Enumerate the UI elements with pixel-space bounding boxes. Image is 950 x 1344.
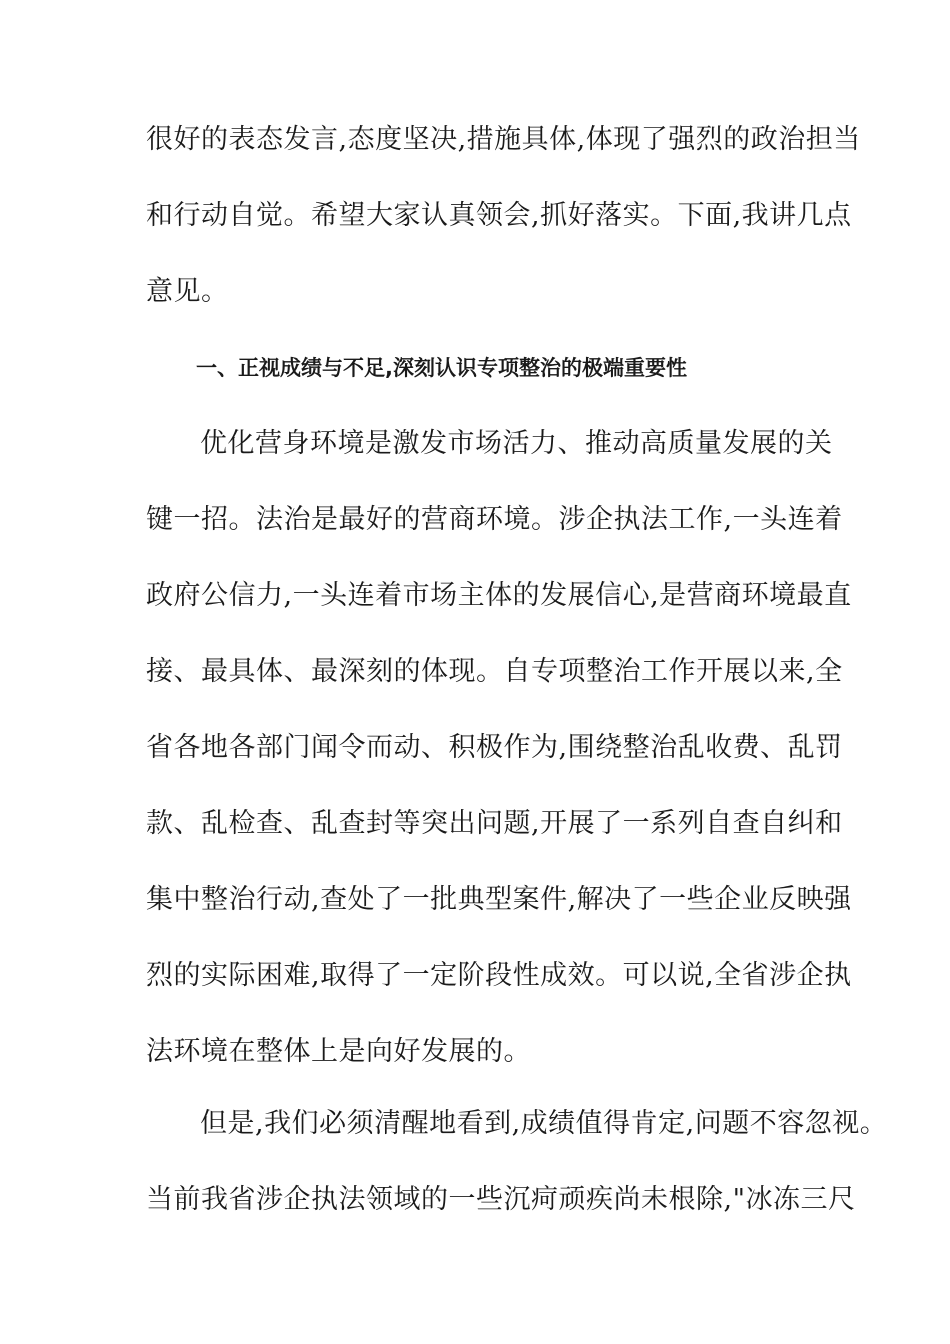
text-line: 政府公信力,一头连着市场主体的发展信心,是营商环境最直 bbox=[146, 580, 852, 611]
text-line: 很好的表态发言,态度坚决,措施具体,体现了强烈的政治担当 bbox=[146, 124, 861, 155]
text-line: 和行动自觉。希望大家认真领会,抓好落实。下面,我讲几点 bbox=[146, 200, 852, 231]
text-line: 法环境在整体上是向好发展的。 bbox=[146, 1036, 531, 1067]
section-heading: 一、正视成绩与不足,深刻认识专项整治的极端重要性 bbox=[196, 356, 687, 380]
text-line: 烈的实际困难,取得了一定阶段性成效。可以说,全省涉企执 bbox=[146, 960, 852, 991]
text-line: 键一招。法治是最好的营商环境。涉企执法工作,一头连着 bbox=[146, 504, 843, 535]
text-line: 省各地各部门闻令而动、积极作为,围绕整治乱收费、乱罚 bbox=[146, 732, 843, 763]
text-line: 接、最具体、最深刻的体现。自专项整治工作开展以来,全 bbox=[146, 656, 843, 687]
text-line: 优化营身环境是激发市场活力、推动高质量发展的关 bbox=[200, 428, 833, 459]
text-line: 集中整治行动,查处了一批典型案件,解决了一些企业反映强 bbox=[146, 884, 852, 915]
text-line: 意见。 bbox=[146, 276, 229, 307]
text-line: 款、乱检查、乱查封等突出问题,开展了一系列自查自纠和 bbox=[146, 808, 843, 839]
text-line: 但是,我们必须清醒地看到,成绩值得肯定,问题不容忽视。 bbox=[200, 1108, 888, 1139]
text-line: 当前我省涉企执法领域的一些沉疴顽疾尚未根除,"冰冻三尺 bbox=[146, 1184, 856, 1215]
